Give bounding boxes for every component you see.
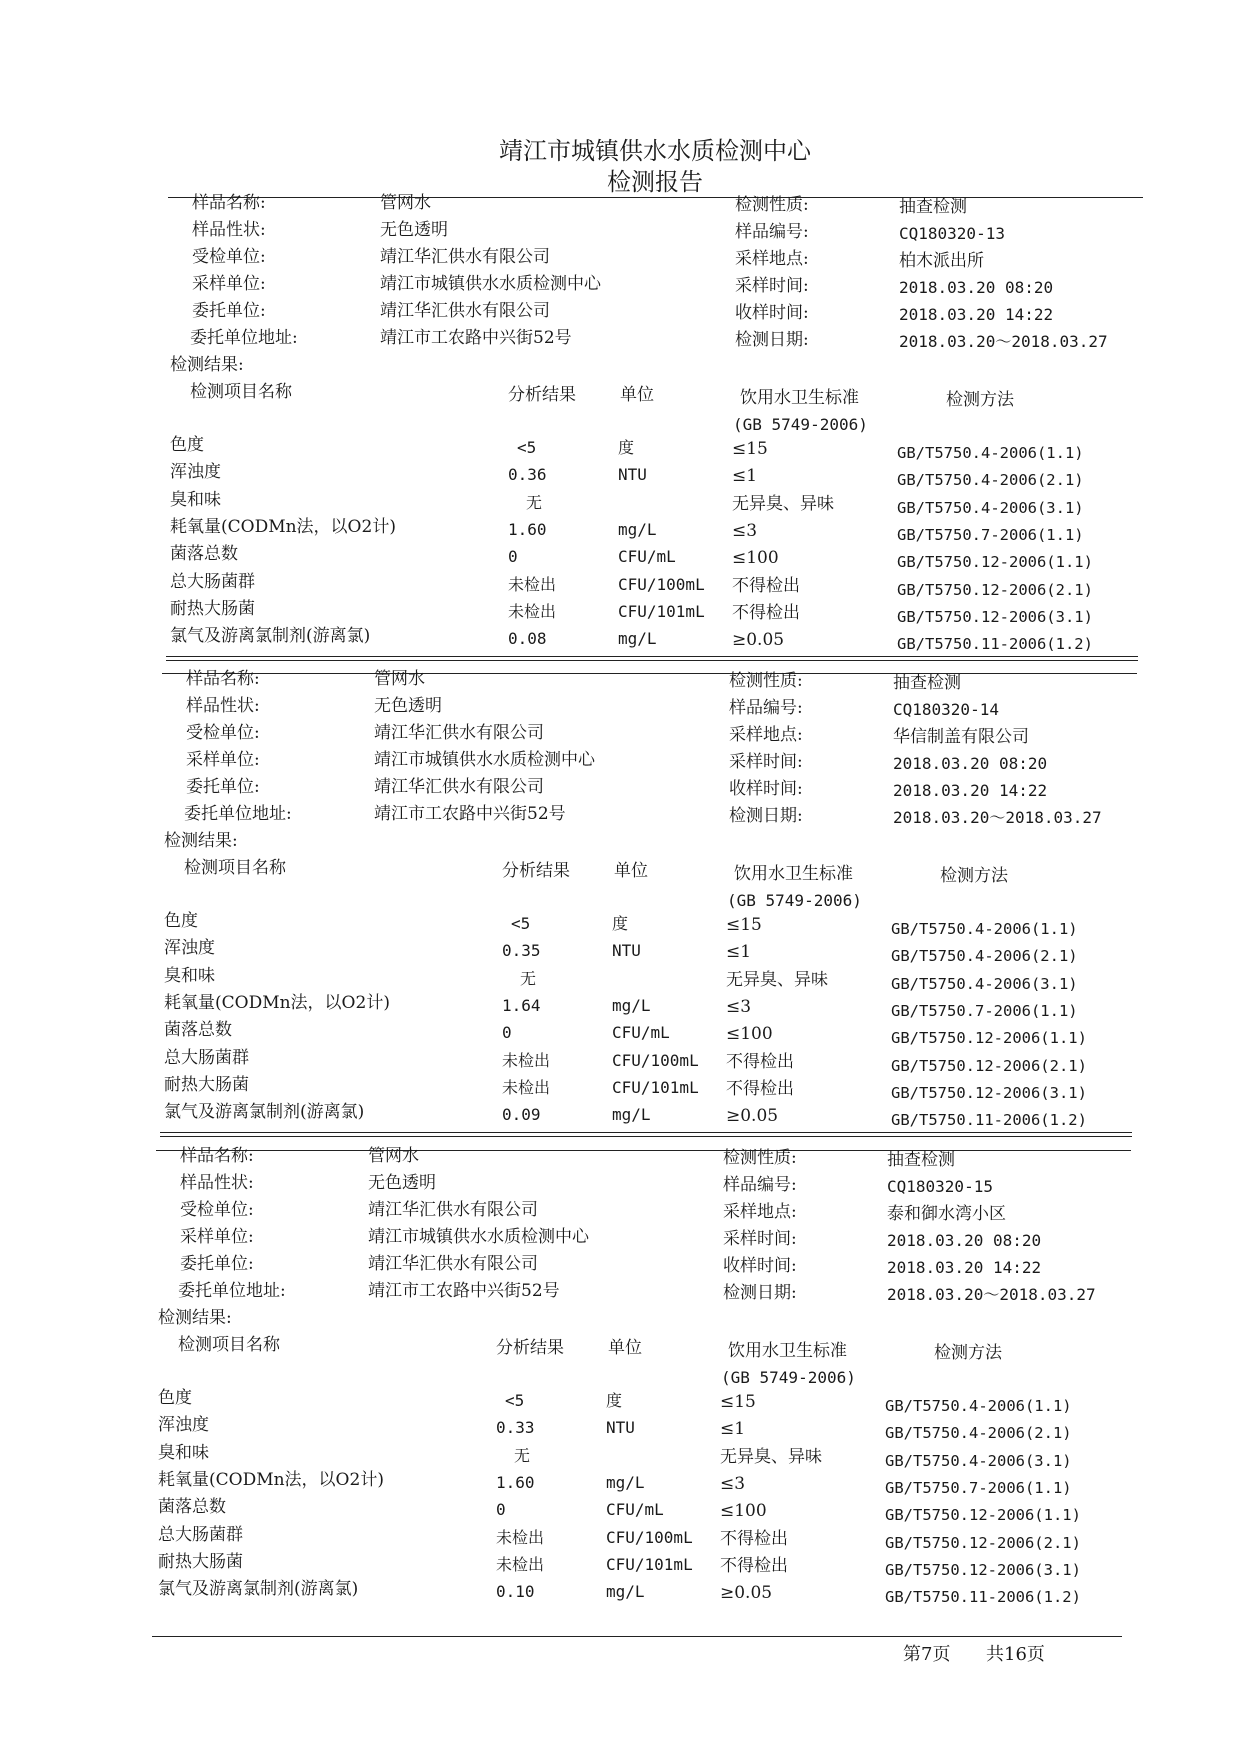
results-label: 检测结果:: [170, 355, 244, 375]
col-header-standard: 饮用水卫生标准: [728, 1341, 847, 1361]
info-value-client_unit: 靖江华汇供水有限公司: [374, 777, 544, 797]
cell-standard: ≤3: [732, 521, 758, 541]
cell-result: 0.08: [508, 629, 547, 648]
cell-standard: ≤100: [732, 548, 779, 568]
col-header-method: 检测方法: [940, 866, 1008, 886]
cell-result: 无: [520, 969, 537, 988]
info-value-inspected_unit: 靖江华汇供水有限公司: [380, 247, 550, 267]
cell-item: 臭和味: [158, 1443, 209, 1463]
cell-result: <5: [517, 438, 537, 457]
info-value-sample_no: CQ180320-15: [887, 1177, 993, 1196]
info-label-test_date: 检测日期:: [729, 806, 803, 826]
cell-item: 耗氧量(CODMn法，以O2计): [164, 993, 390, 1013]
cell-unit: 度: [618, 438, 635, 457]
info-label-sampling_unit: 采样单位:: [186, 750, 260, 770]
cell-item: 菌落总数: [158, 1497, 226, 1517]
cell-standard: 不得检出: [720, 1529, 788, 1549]
cell-method: GB/T5750.11-2006(1.2): [891, 1111, 1087, 1129]
cell-unit: CFU/mL: [618, 547, 676, 566]
cell-method: GB/T5750.4-2006(3.1): [897, 499, 1084, 517]
cell-result: <5: [505, 1391, 525, 1410]
cell-unit: NTU: [612, 941, 641, 960]
info-label-sample_name: 样品名称:: [186, 669, 260, 689]
col-header-item: 检测项目名称: [190, 382, 292, 402]
cell-item: 耗氧量(CODMn法，以O2计): [158, 1470, 384, 1490]
cell-result: 1.60: [496, 1473, 535, 1492]
info-label-sample_name: 样品名称:: [180, 1146, 254, 1166]
info-label-sampling_unit: 采样单位:: [180, 1227, 254, 1247]
info-value-test_date: 2018.03.20～2018.03.27: [899, 332, 1108, 351]
cell-unit: CFU/100mL: [612, 1051, 699, 1070]
cell-result: 0.10: [496, 1582, 535, 1601]
cell-result: 未检出: [502, 1078, 551, 1097]
cell-unit: NTU: [618, 465, 647, 484]
info-label-inspected_unit: 受检单位:: [192, 247, 266, 267]
cell-method: GB/T5750.11-2006(1.2): [897, 635, 1093, 653]
info-value-sample_name: 管网水: [380, 193, 431, 213]
cell-standard: 无异臭、异味: [726, 970, 828, 990]
info-value-sampling_site: 华信制盖有限公司: [893, 727, 1029, 747]
info-value-test_date: 2018.03.20～2018.03.27: [887, 1285, 1096, 1304]
info-label-nature: 检测性质:: [735, 195, 809, 215]
info-label-client_address: 委托单位地址:: [184, 804, 292, 824]
cell-result: <5: [511, 914, 531, 933]
cell-item: 总大肠菌群: [158, 1525, 243, 1545]
info-value-client_address: 靖江市工农路中兴街52号: [368, 1281, 560, 1301]
info-label-sampling_site: 采样地点:: [723, 1202, 797, 1222]
cell-method: GB/T5750.12-2006(2.1): [885, 1534, 1081, 1552]
cell-result: 无: [514, 1446, 531, 1465]
cell-method: GB/T5750.4-2006(2.1): [897, 471, 1084, 489]
cell-item: 色度: [164, 911, 198, 931]
info-value-client_unit: 靖江华汇供水有限公司: [380, 301, 550, 321]
cell-method: GB/T5750.12-2006(2.1): [897, 581, 1093, 599]
cell-item: 总大肠菌群: [164, 1048, 249, 1068]
info-value-client_address: 靖江市工农路中兴街52号: [380, 328, 572, 348]
section-rule: [162, 673, 1137, 674]
cell-result: 0.36: [508, 465, 547, 484]
cell-result: 未检出: [508, 602, 557, 621]
cell-item: 耗氧量(CODMn法，以O2计): [170, 517, 396, 537]
cell-method: GB/T5750.12-2006(3.1): [891, 1084, 1087, 1102]
page-number: 第7页: [903, 1644, 951, 1665]
cell-standard: ≤3: [726, 997, 752, 1017]
info-label-sample_no: 样品编号:: [735, 222, 809, 242]
info-label-sampling_time: 采样时间:: [735, 276, 809, 296]
info-value-sample_no: CQ180320-14: [893, 700, 999, 719]
col-header-item: 检测项目名称: [178, 1335, 280, 1355]
cell-standard: ≥0.05: [732, 630, 785, 650]
info-label-sample_no: 样品编号:: [723, 1175, 797, 1195]
info-value-receive_time: 2018.03.20 14:22: [887, 1258, 1042, 1277]
cell-standard: ≥0.05: [726, 1106, 779, 1126]
cell-method: GB/T5750.12-2006(2.1): [891, 1057, 1087, 1075]
cell-standard: ≤1: [732, 466, 758, 486]
cell-method: GB/T5750.7-2006(1.1): [885, 1479, 1072, 1497]
cell-item: 耐热大肠菌: [164, 1075, 249, 1095]
cell-method: GB/T5750.12-2006(1.1): [885, 1506, 1081, 1524]
cell-item: 氯气及游离氯制剂(游离氯): [164, 1102, 365, 1122]
cell-unit: CFU/101mL: [618, 602, 705, 621]
info-value-sampling_unit: 靖江市城镇供水水质检测中心: [368, 1227, 589, 1247]
info-label-sampling_time: 采样时间:: [723, 1229, 797, 1249]
col-header-standard-sub: (GB 5749-2006): [721, 1368, 856, 1387]
info-value-sampling_site: 泰和御水湾小区: [887, 1204, 1006, 1224]
cell-method: GB/T5750.4-2006(2.1): [891, 947, 1078, 965]
cell-result: 无: [526, 493, 543, 512]
info-label-sampling_site: 采样地点:: [735, 249, 809, 269]
cell-unit: mg/L: [606, 1473, 645, 1492]
info-value-sample_char: 无色透明: [368, 1173, 436, 1193]
cell-result: 未检出: [502, 1051, 551, 1070]
sample-section: [0, 953, 1240, 1606]
cell-result: 0.09: [502, 1105, 541, 1124]
cell-item: 耐热大肠菌: [170, 599, 255, 619]
cell-standard: 不得检出: [732, 603, 800, 623]
info-value-inspected_unit: 靖江华汇供水有限公司: [374, 723, 544, 743]
section-rule: [168, 197, 1143, 198]
info-label-sampling_time: 采样时间:: [729, 752, 803, 772]
col-header-unit: 单位: [614, 861, 648, 881]
col-header-unit: 单位: [620, 385, 654, 405]
info-value-nature: 抽查检测: [887, 1150, 955, 1170]
info-label-sampling_unit: 采样单位:: [192, 274, 266, 294]
cell-item: 氯气及游离氯制剂(游离氯): [170, 626, 371, 646]
info-label-sample_char: 样品性状:: [186, 696, 260, 716]
cell-result: 0: [508, 547, 518, 566]
cell-standard: ≤15: [726, 915, 762, 935]
cell-item: 菌落总数: [170, 544, 238, 564]
cell-item: 总大肠菌群: [170, 572, 255, 592]
info-value-receive_time: 2018.03.20 14:22: [899, 305, 1054, 324]
cell-standard: ≤15: [720, 1392, 756, 1412]
info-value-sample_name: 管网水: [368, 1146, 419, 1166]
col-header-item: 检测项目名称: [184, 858, 286, 878]
cell-method: GB/T5750.7-2006(1.1): [891, 1002, 1078, 1020]
info-value-sample_char: 无色透明: [380, 220, 448, 240]
cell-item: 色度: [170, 435, 204, 455]
col-header-standard-sub: (GB 5749-2006): [727, 891, 862, 910]
cell-result: 未检出: [496, 1528, 545, 1547]
info-value-inspected_unit: 靖江华汇供水有限公司: [368, 1200, 538, 1220]
page-total: 共16页: [986, 1644, 1045, 1665]
info-label-test_date: 检测日期:: [735, 330, 809, 350]
info-label-sampling_site: 采样地点:: [729, 725, 803, 745]
sample-section: [0, 476, 1240, 1129]
cell-item: 氯气及游离氯制剂(游离氯): [158, 1579, 359, 1599]
info-value-receive_time: 2018.03.20 14:22: [893, 781, 1048, 800]
cell-unit: CFU/100mL: [606, 1528, 693, 1547]
info-label-sample_char: 样品性状:: [180, 1173, 254, 1193]
info-value-sample_no: CQ180320-13: [899, 224, 1005, 243]
info-value-sampling_time: 2018.03.20 08:20: [899, 278, 1054, 297]
cell-item: 臭和味: [164, 966, 215, 986]
cell-unit: mg/L: [612, 996, 651, 1015]
info-value-sampling_site: 柏木派出所: [899, 251, 984, 271]
cell-standard: 不得检出: [726, 1052, 794, 1072]
cell-result: 0: [502, 1023, 512, 1042]
col-header-standard-sub: (GB 5749-2006): [733, 415, 868, 434]
info-label-client_unit: 委托单位:: [192, 301, 266, 321]
report-subtitle: 检测报告: [607, 168, 703, 196]
cell-method: GB/T5750.12-2006(3.1): [897, 608, 1093, 626]
results-label: 检测结果:: [158, 1308, 232, 1328]
results-label: 检测结果:: [164, 831, 238, 851]
cell-standard: ≥0.05: [720, 1583, 773, 1603]
cell-result: 1.64: [502, 996, 541, 1015]
info-label-test_date: 检测日期:: [723, 1283, 797, 1303]
cell-standard: ≤15: [732, 439, 768, 459]
cell-result: 未检出: [496, 1555, 545, 1574]
sample-section: [0, 0, 1240, 653]
cell-result: 1.60: [508, 520, 547, 539]
info-label-client_unit: 委托单位:: [180, 1254, 254, 1274]
cell-unit: 度: [606, 1391, 623, 1410]
cell-unit: CFU/101mL: [612, 1078, 699, 1097]
cell-unit: NTU: [606, 1418, 635, 1437]
cell-unit: CFU/mL: [612, 1023, 670, 1042]
info-value-test_date: 2018.03.20～2018.03.27: [893, 808, 1102, 827]
info-value-sampling_unit: 靖江市城镇供水水质检测中心: [380, 274, 601, 294]
cell-standard: ≤3: [720, 1474, 746, 1494]
col-header-result: 分析结果: [502, 861, 570, 881]
cell-item: 色度: [158, 1388, 192, 1408]
report-title: 靖江市城镇供水水质检测中心: [499, 137, 811, 165]
col-header-method: 检测方法: [946, 390, 1014, 410]
info-value-nature: 抽查检测: [893, 673, 961, 693]
cell-item: 臭和味: [170, 490, 221, 510]
cell-method: GB/T5750.7-2006(1.1): [897, 526, 1084, 544]
cell-unit: CFU/101mL: [606, 1555, 693, 1574]
cell-unit: mg/L: [606, 1582, 645, 1601]
cell-method: GB/T5750.4-2006(2.1): [885, 1424, 1072, 1442]
cell-result: 0.35: [502, 941, 541, 960]
col-header-unit: 单位: [608, 1338, 642, 1358]
cell-method: GB/T5750.4-2006(1.1): [885, 1397, 1072, 1415]
cell-standard: ≤100: [726, 1024, 773, 1044]
cell-unit: mg/L: [612, 1105, 651, 1124]
info-label-inspected_unit: 受检单位:: [186, 723, 260, 743]
info-label-nature: 检测性质:: [723, 1148, 797, 1168]
cell-method: GB/T5750.12-2006(3.1): [885, 1561, 1081, 1579]
cell-method: GB/T5750.4-2006(1.1): [897, 444, 1084, 462]
cell-standard: ≤1: [726, 942, 752, 962]
cell-method: GB/T5750.12-2006(1.1): [891, 1029, 1087, 1047]
info-label-sample_no: 样品编号:: [729, 698, 803, 718]
cell-method: GB/T5750.4-2006(1.1): [891, 920, 1078, 938]
info-label-client_address: 委托单位地址:: [178, 1281, 286, 1301]
info-value-client_address: 靖江市工农路中兴街52号: [374, 804, 566, 824]
info-value-sampling_unit: 靖江市城镇供水水质检测中心: [374, 750, 595, 770]
cell-standard: ≤1: [720, 1419, 746, 1439]
info-label-client_address: 委托单位地址:: [190, 328, 298, 348]
col-header-standard: 饮用水卫生标准: [734, 864, 853, 884]
info-value-sample_name: 管网水: [374, 669, 425, 689]
info-value-sampling_time: 2018.03.20 08:20: [893, 754, 1048, 773]
info-value-sample_char: 无色透明: [374, 696, 442, 716]
footer-rule: [152, 1636, 1122, 1637]
cell-item: 耐热大肠菌: [158, 1552, 243, 1572]
cell-method: GB/T5750.4-2006(3.1): [885, 1452, 1072, 1470]
cell-standard: ≤100: [720, 1501, 767, 1521]
col-header-standard: 饮用水卫生标准: [740, 388, 859, 408]
cell-standard: 不得检出: [720, 1556, 788, 1576]
info-value-client_unit: 靖江华汇供水有限公司: [368, 1254, 538, 1274]
cell-standard: 无异臭、异味: [732, 494, 834, 514]
cell-item: 浑浊度: [164, 938, 215, 958]
info-label-sample_name: 样品名称:: [192, 193, 266, 213]
info-label-sample_char: 样品性状:: [192, 220, 266, 240]
cell-standard: 无异臭、异味: [720, 1447, 822, 1467]
info-label-nature: 检测性质:: [729, 671, 803, 691]
cell-unit: CFU/100mL: [618, 575, 705, 594]
cell-item: 浑浊度: [170, 462, 221, 482]
cell-method: GB/T5750.11-2006(1.2): [885, 1588, 1081, 1606]
col-header-result: 分析结果: [496, 1338, 564, 1358]
info-label-inspected_unit: 受检单位:: [180, 1200, 254, 1220]
cell-result: 未检出: [508, 575, 557, 594]
section-rule: [156, 1150, 1131, 1151]
cell-item: 菌落总数: [164, 1020, 232, 1040]
info-label-receive_time: 收样时间:: [735, 303, 809, 323]
cell-result: 0.33: [496, 1418, 535, 1437]
info-value-sampling_time: 2018.03.20 08:20: [887, 1231, 1042, 1250]
cell-unit: mg/L: [618, 629, 657, 648]
cell-method: GB/T5750.4-2006(3.1): [891, 975, 1078, 993]
cell-item: 浑浊度: [158, 1415, 209, 1435]
info-label-receive_time: 收样时间:: [729, 779, 803, 799]
cell-result: 0: [496, 1500, 506, 1519]
info-label-client_unit: 委托单位:: [186, 777, 260, 797]
cell-unit: mg/L: [618, 520, 657, 539]
cell-standard: 不得检出: [726, 1079, 794, 1099]
cell-standard: 不得检出: [732, 576, 800, 596]
cell-method: GB/T5750.12-2006(1.1): [897, 553, 1093, 571]
cell-unit: 度: [612, 914, 629, 933]
info-value-nature: 抽查检测: [899, 197, 967, 217]
col-header-method: 检测方法: [934, 1343, 1002, 1363]
cell-unit: CFU/mL: [606, 1500, 664, 1519]
info-label-receive_time: 收样时间:: [723, 1256, 797, 1276]
col-header-result: 分析结果: [508, 385, 576, 405]
